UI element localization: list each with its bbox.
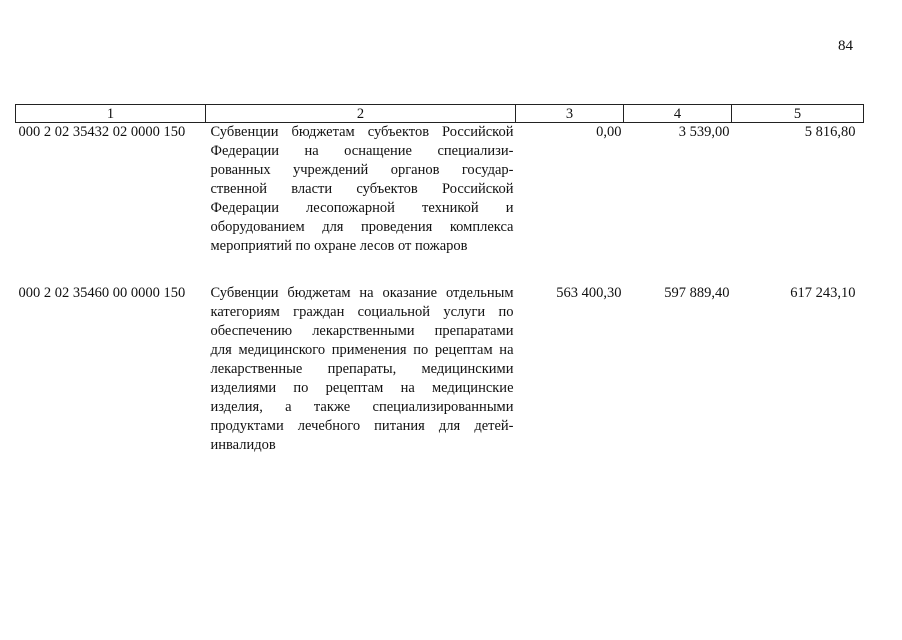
description-line: Субвенции бюджетам субъектов Российской xyxy=(210,124,514,140)
column-header-3: 3 xyxy=(516,105,624,123)
value-cell-col4: 597 889,40 xyxy=(664,285,730,301)
column-header-2: 2 xyxy=(206,105,516,123)
description-line: категориям граждан социальной услуги по xyxy=(210,304,514,320)
description-line: лекарственные препараты, медицинскими xyxy=(210,361,514,377)
table-row xyxy=(16,284,864,455)
description-cell xyxy=(206,284,516,455)
budget-code-cell: 000 2 02 35460 00 0000 150 xyxy=(18,285,186,301)
description-line: изделия, а также специализированными xyxy=(210,399,514,415)
value-cell-col3: 563 400,30 xyxy=(556,285,622,301)
table-row xyxy=(16,123,864,257)
description-line: изделиями по рецептам на медицинские xyxy=(210,380,514,396)
description-line: оборудованием для проведения комплекса xyxy=(210,219,514,235)
description-line: ственной власти субъектов Российской xyxy=(210,181,514,197)
description-cell xyxy=(206,123,516,257)
budget-table xyxy=(15,104,864,455)
description-line: Субвенции бюджетам на оказание отдельным xyxy=(210,285,514,301)
column-header-4: 4 xyxy=(624,105,732,123)
description-line: продуктами лечебного питания для детей- xyxy=(210,418,514,434)
value-cell-col5: 5 816,80 xyxy=(804,124,856,140)
description-line: для медицинского применения по рецептам на xyxy=(210,342,514,358)
value-cell-col4: 3 539,00 xyxy=(678,124,730,140)
description-line: мероприятий по охране лесов от пожаров xyxy=(210,238,468,254)
budget-code-cell: 000 2 02 35432 02 0000 150 xyxy=(18,124,186,140)
page-number: 84 xyxy=(838,38,853,54)
description-line: рованных учреждений органов государ- xyxy=(210,162,514,178)
row-spacer xyxy=(16,256,864,284)
description-line: обеспечению лекарственными препаратами xyxy=(210,323,514,339)
column-header-5: 5 xyxy=(732,105,864,123)
description-line: Федерации лесопожарной техникой и xyxy=(210,200,514,216)
value-cell-col5: 617 243,10 xyxy=(790,285,856,301)
column-header-1: 1 xyxy=(16,105,206,123)
table-header-row xyxy=(16,105,864,123)
value-cell-col3: 0,00 xyxy=(596,124,622,140)
description-line: Федерации на оснащение специализи- xyxy=(210,143,514,159)
description-line: инвалидов xyxy=(210,437,276,453)
